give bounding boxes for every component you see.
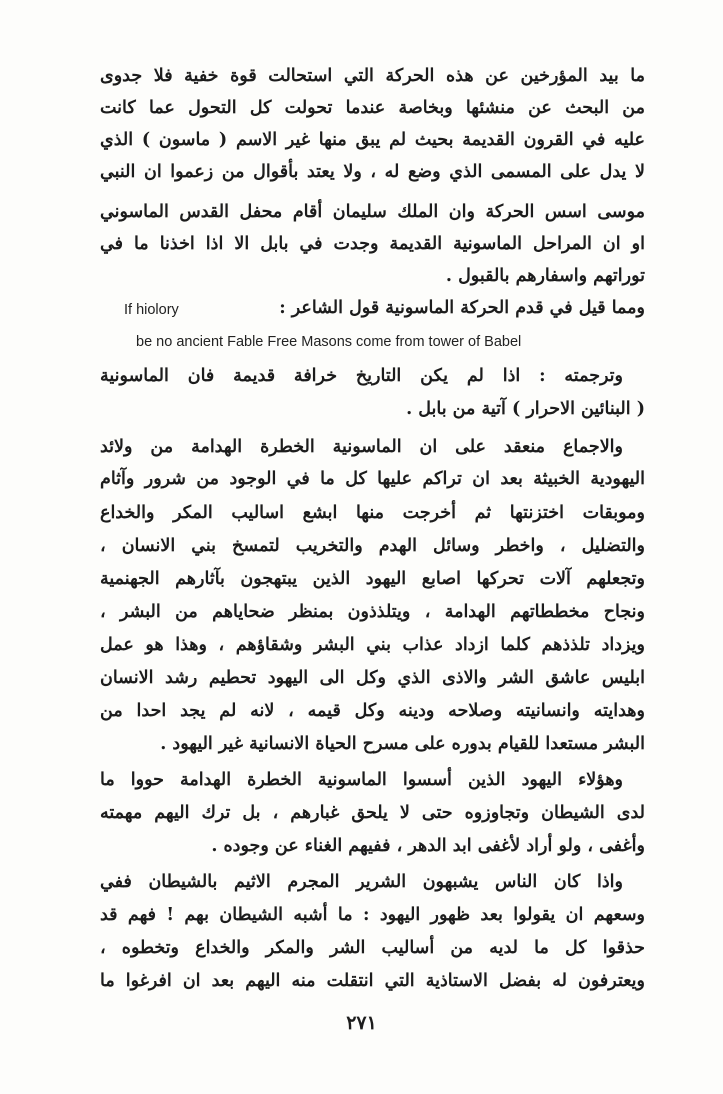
text-line: ما بيد المؤرخين عن هذه الحركة التي استحالت قوة خفية فلا جدوى	[100, 66, 645, 86]
text-line: موسى اسس الحركة وان الملك سليمان أقام محفل القدس الماسوني	[100, 202, 645, 222]
text-line: وتجعلهم آلات تحركها اصابع اليهود الذين يبتهجون بآثارهم الجهنمية	[100, 569, 645, 589]
text-line: وهدايته وانسانيته وصلاحه ودينه وكل قيمه ، لانه لم يجد احدا من	[100, 701, 645, 721]
text-line: توراتهم واسفارهم بالقبول .	[445, 266, 645, 286]
text-line: اليهودية الخبيثة بعد ان تراكم عليها كل ما في الوجود من شرور وآثام	[100, 469, 645, 489]
quote-english-line-1: If hiolory	[124, 302, 179, 318]
quote-intro: ومما قيل في قدم الحركة الماسونية قول الشاعر :	[279, 298, 645, 318]
text-line: ونجاح مخططاتهم الهدامة ، ويتلذذون بمنظر ضحاياهم من البشر ،	[100, 602, 645, 622]
text-line: والاجماع منعقد على ان الماسونية الخطرة الهدامة من ولائد	[100, 437, 623, 457]
text-line: وموبقات اختزنتها ثم أخرجت منها ابشع اساليب المكر والخداع	[100, 503, 645, 523]
text-line: وسعهم ان يقولوا بعد ظهور اليهود : ما أشبه الشيطان بهم ! فهم قد	[100, 905, 645, 925]
page-number: ٢٧١	[346, 1012, 377, 1034]
translation-line: وترجمته : اذا لم يكن التاريخ خرافة قديمة فان الماسونية	[100, 366, 623, 386]
text-line: وأغفى ، ولو أراد لأغفى ابد الدهر ، ففيهم الغناء عن وجوده .	[211, 836, 645, 856]
text-line: عليه في القرون القديمة بحيث لم يبق منها غير الاسم ( ماسون ) الذي	[100, 130, 645, 150]
text-line: او ان المراحل الماسونية القديمة وجدت في بابل الا اذا اخذنا ما في	[100, 234, 645, 254]
text-line: لا يدل على المسمى الذي وضع له ، ولا يعتد بأقوال من زعموا ان النبي	[100, 162, 645, 182]
text-line: حذقوا كل ما لديه من أساليب الشر والمكر والخداع وتخطوه ،	[100, 938, 645, 958]
text-line: وهؤلاء اليهود الذين أسسوا الماسونية الخطرة الهدامة حووا ما	[100, 770, 623, 790]
text-line: لدى الشيطان وتجاوزوه حتى لا يلحق غبارهم ، بل ترك اليهم مهمته	[100, 803, 645, 823]
translation-line: ( البنائين الاحرار ) آتية من بابل .	[406, 399, 645, 419]
text-line: والتضليل ، واخطر وسائل الهدم والتخريب لتمسخ بني الانسان ،	[100, 536, 645, 556]
text-line: ابليس عاشق الشر والاذى الذي وكل الى اليهود تحطيم رشد الانسان	[100, 668, 645, 688]
text-line: ويعترفون له بفضل الاستاذية التي انتقلت منه اليهم بعد ان افرغوا ما	[100, 971, 645, 991]
quote-english-line-2: be no ancient Fable Free Masons come from tower of Babel	[136, 334, 522, 350]
text-line: ويزداد تلذذهم كلما ازداد عذاب بني البشر وشقاؤهم ، وهذا هو عمل	[100, 635, 645, 655]
text-line: من البحث عن منشئها وبخاصة عندما تحولت كل التحول عما كانت	[100, 98, 645, 118]
text-line: واذا كان الناس يشبهون الشرير المجرم الاثيم بالشيطان ففي	[100, 872, 623, 892]
text-line: البشر مستعدا للقيام بدوره على مسرح الحياة الانسانية غير اليهود .	[160, 734, 645, 754]
